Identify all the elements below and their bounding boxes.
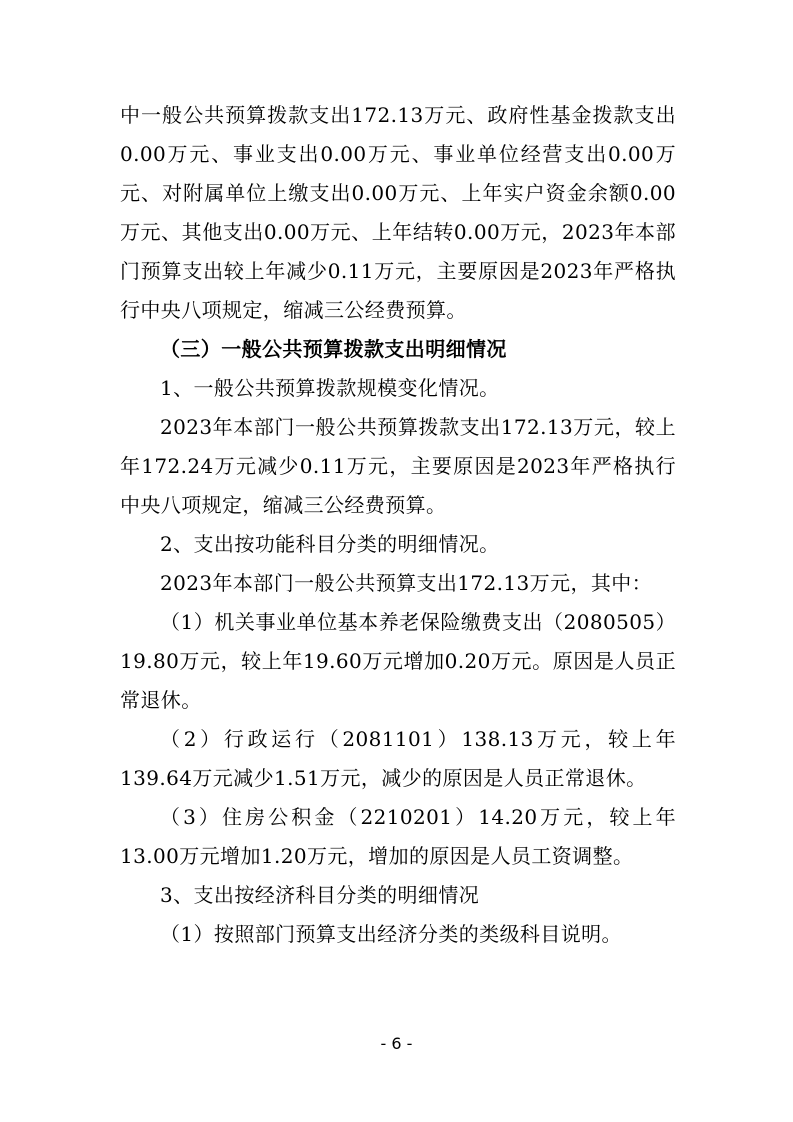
subsection-1-body: 2023年本部门一般公共预算拨款支出172.13万元，较上年172.24万元减少0.11万元，主要原因是2023年严格执行中央八项规定，缩减三公经费预算。 [120, 415, 676, 517]
subsection-2-item-1: （1）机关事业单位基本养老保险缴费支出（2080505）19.80万元，较上年19.60万元增加0.20万元。原因是人员正常退休。 [120, 610, 676, 712]
subsection-3-title: 3、支出按经济科目分类的明细情况 [160, 883, 480, 907]
subsection-2-title: 2、支出按功能科目分类的明细情况。 [160, 532, 500, 556]
subsection-3-item-1: （1）按照部门预算支出经济分类的类级科目说明。 [160, 922, 622, 946]
section-heading-3: （三）一般公共预算拨款支出明细情况 [160, 337, 507, 361]
subsection-2-body: 2023年本部门一般公共预算支出172.13万元，其中： [160, 571, 653, 595]
subsection-1-title: 1、一般公共预算拨款规模变化情况。 [160, 376, 500, 400]
page-number: - 6 - [380, 1034, 413, 1053]
subsection-2-item-2: （2）行政运行（2081101）138.13万元，较上年139.64万元减少1.51万元，减少的原因是人员正常退休。 [120, 727, 676, 790]
paragraph-continuation: 中一般公共预算拨款支出172.13万元、政府性基金拨款支出0.00万元、事业支出0.00万元、事业单位经营支出0.00万元、对附属单位上缴支出0.00万元、上年实户资金余额0.00万元、其他支出0.00万元、上年结转0.00万元，2023年本部门预算支出较上年减少0.11万元，主要原因是2023年严格执行中央八项规定，缩减三公经费预算。 [120, 103, 676, 322]
subsection-2-item-3: （3）住房公积金（2210201）14.20万元，较上年13.00万元增加1.20万元，增加的原因是人员工资调整。 [120, 805, 676, 868]
document-body [120, 96, 676, 954]
